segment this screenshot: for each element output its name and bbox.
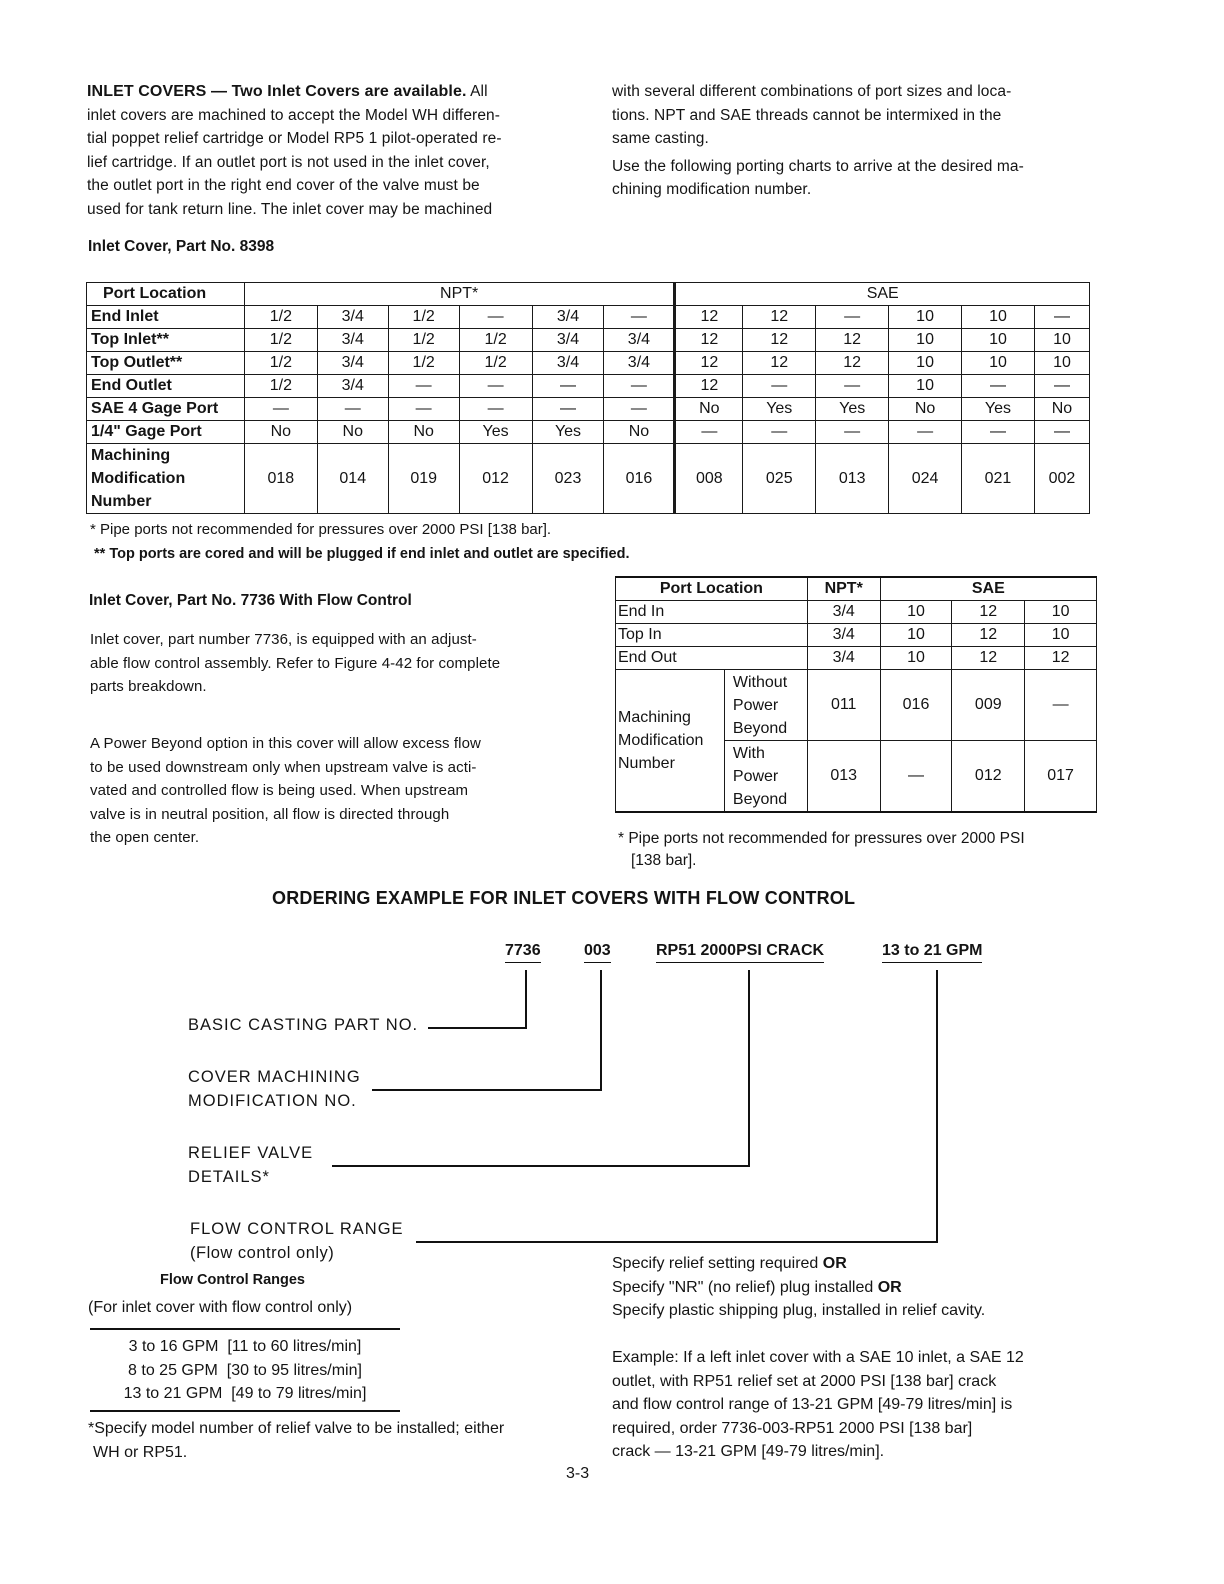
table-row: Top Inlet** 1/2 3/4 1/2 1/2 3/4 3/4 12 12 12 10 10 10 xyxy=(87,329,1090,352)
table-row-with-power-beyond: With Power Beyond 013 — 012 017 xyxy=(616,741,1097,813)
code-modification: 003 xyxy=(584,942,611,963)
table2-mod-label: Machining Modification Number xyxy=(616,670,725,813)
flow-ranges-list xyxy=(90,1335,400,1406)
table-row: End Outlet 1/2 3/4 — — — — 12 — — 10 — — xyxy=(87,375,1090,398)
table1-caption: Inlet Cover, Part No. 8398 xyxy=(88,238,275,255)
page-number: 3-3 xyxy=(566,1465,590,1482)
table1-header-row xyxy=(87,283,1090,306)
label-basic-casting: BASIC CASTING PART NO. xyxy=(188,1016,419,1034)
intro-line-4: lief cartridge. If an outlet port is not used in the inlet cover, xyxy=(87,153,490,171)
connector-flow-vertical xyxy=(936,970,938,1242)
porting-table-8398 xyxy=(86,282,1090,514)
flow-ranges-footnote: *Specify model number of relief valve to be installed; either WH or RP51. xyxy=(88,1420,505,1461)
table1-note-2: ** Top ports are cored and will be plugged if end inlet and outlet are specified. xyxy=(94,546,630,562)
intro-line-1: INLET COVERS — Two Inlet Covers are available. All xyxy=(87,83,488,100)
intro-line-3: tial poppet relief cartridge or Model RP5 1 pilot-operated re- xyxy=(87,130,502,147)
flow-ranges-title: Flow Control Ranges xyxy=(160,1272,305,1288)
intro-line-6: used for tank return line. The inlet cover may be machined xyxy=(87,200,493,218)
intro-right-column xyxy=(612,80,1102,202)
connector-modification-horizontal xyxy=(372,1089,602,1091)
specify-block xyxy=(612,1252,985,1323)
connector-modification-vertical xyxy=(600,970,602,1090)
table-row: End Inlet 1/2 3/4 1/2 — 3/4 — 12 12 — 10 10 — xyxy=(87,306,1090,329)
connector-relief-vertical xyxy=(748,970,750,1166)
table-row: End In 3/4 10 12 10 xyxy=(616,601,1097,624)
code-relief-valve: RP51 2000PSI CRACK xyxy=(656,942,824,963)
header-sae: SAE xyxy=(880,577,1096,601)
table-row: Top In 3/4 10 12 10 xyxy=(616,624,1097,647)
header-npt: NPT* xyxy=(244,283,675,306)
list-item: 8 to 25 GPM [30 to 95 litres/min] xyxy=(128,1361,362,1379)
flow-ranges-bottom-rule xyxy=(90,1410,400,1412)
intro-right-line-1: with several different combinations of port sizes and loca- xyxy=(612,83,1012,100)
intro-line-5: the outlet port in the right end cover of the valve must be xyxy=(87,177,480,194)
code-flow-range: 13 to 21 GPM xyxy=(882,942,982,963)
label-relief-valve: RELIEF VALVE DETAILS* xyxy=(188,1144,314,1186)
label-cover-machining: COVER MACHINING MODIFICATION NO. xyxy=(188,1068,361,1110)
intro-left-column xyxy=(87,80,577,221)
table2-header-row xyxy=(616,577,1097,601)
ordering-heading: ORDERING EXAMPLE FOR INLET COVERS WITH FLOW CONTROL xyxy=(272,888,856,908)
table2-para-2: A Power Beyond option in this cover will allow excess flow to be used downstream only when upstream valve is acti- vated and controlled flow is being used. When upstream valve is in neutral position, all flow is directed through the open center. xyxy=(90,735,481,846)
intro-right-line-2: tions. NPT and SAE threads cannot be intermixed in the xyxy=(612,106,1002,124)
intro-right-line-3: same casting. xyxy=(612,130,709,147)
label-flow-control: FLOW CONTROL RANGE (Flow control only) xyxy=(190,1220,404,1262)
connector-part-no-vertical xyxy=(525,970,527,1028)
example-paragraph: Example: If a left inlet cover with a SAE 10 inlet, a SAE 12 outlet, with RP51 relief set at 2000 PSI [138 bar] crack and flow control range of 13-21 GPM [49-79 litres/min] is required, order 7736-003-RP51 2000 PSI [138 bar] crack — 13-21 GPM [49-79 litres/min]. xyxy=(612,1349,1024,1460)
list-item: 13 to 21 GPM [49 to 79 litres/min] xyxy=(123,1385,367,1402)
flow-ranges-subtitle: (For inlet cover with flow control only) xyxy=(88,1299,353,1316)
table-row: Top Outlet** 1/2 3/4 1/2 1/2 3/4 3/4 12 12 12 10 10 10 xyxy=(87,352,1090,375)
intro-right-line-4: Use the following porting charts to arrive at the desired ma- xyxy=(612,157,1024,175)
intro-heading: INLET COVERS — Two Inlet Covers are available. xyxy=(87,83,467,100)
specify-line-2: Specify "NR" (no relief) plug installed OR xyxy=(612,1278,902,1296)
table-row: SAE 4 Gage Port — — — — — — No Yes Yes No Yes No xyxy=(87,398,1090,421)
connector-relief-horizontal xyxy=(332,1165,750,1167)
table-row: End Out 3/4 10 12 12 xyxy=(616,647,1097,670)
code-part-no: 7736 xyxy=(505,942,541,963)
table2-para-1: Inlet cover, part number 7736, is equipped with an adjust- able flow control assembly. Refer to Figure 4-42 for complete parts breakdown. xyxy=(90,631,501,695)
connector-part-no-horizontal xyxy=(428,1027,527,1029)
header-port-location: Port Location xyxy=(616,577,808,601)
header-npt: NPT* xyxy=(807,577,880,601)
list-item: 3 to 16 GPM [11 to 60 litres/min] xyxy=(128,1338,362,1355)
connector-flow-horizontal xyxy=(416,1241,938,1243)
table-row-modification: Machining Modification Number 018 014 019 012 023 016 008 025 013 024 021 002 xyxy=(87,444,1090,514)
table2-caption: Inlet Cover, Part No. 7736 With Flow Control xyxy=(89,592,412,609)
intro-right-line-5: chining modification number. xyxy=(612,181,812,198)
porting-table-7736 xyxy=(615,576,1097,813)
specify-line-1: Specify relief setting required OR xyxy=(612,1255,847,1272)
header-sae: SAE xyxy=(675,283,1090,306)
intro-line-2: inlet covers are machined to accept the Model WH differen- xyxy=(87,106,501,124)
flow-ranges-top-rule xyxy=(90,1328,400,1330)
specify-line-3: Specify plastic shipping plug, installed in relief cavity. xyxy=(612,1302,986,1319)
table-row-without-power-beyond: Machining Modification Number Without Power Beyond 011 016 009 — xyxy=(616,670,1097,741)
table-row: 1/4" Gage Port No No No Yes Yes No — — — — — — xyxy=(87,421,1090,444)
table1-note-1: * Pipe ports not recommended for pressures over 2000 PSI [138 bar]. xyxy=(90,521,552,538)
table2-note: * Pipe ports not recommended for pressures over 2000 PSI [138 bar]. xyxy=(618,830,1025,869)
header-port-location: Port Location xyxy=(87,283,245,306)
